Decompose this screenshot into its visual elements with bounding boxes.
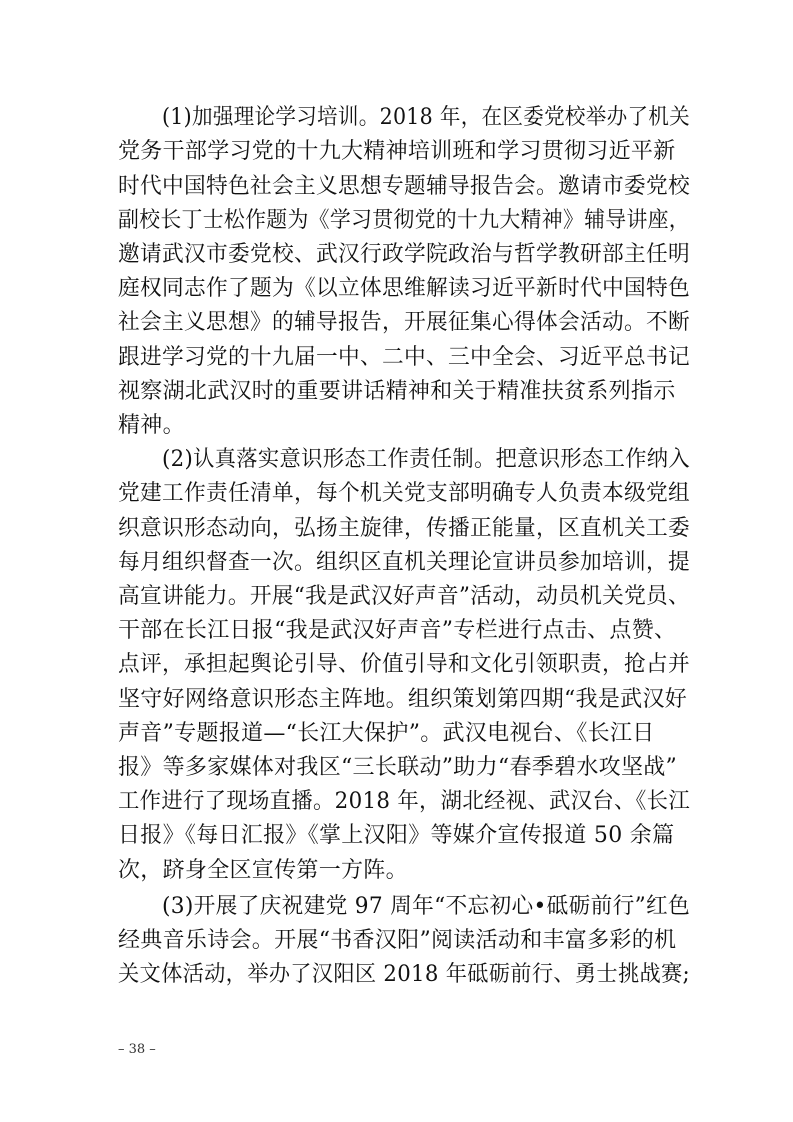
text-line: 声音”专题报道—“长江大保护”。武汉电视台、《长江日 — [118, 721, 655, 746]
page-number: – 38 – — [118, 1042, 156, 1057]
text-line: 点评，承担起舆论引导、价值引导和文化引领职责，抢占并 — [118, 652, 690, 677]
text-line: 党建工作责任清单，每个机关党支部明确专人负责本级党组 — [118, 481, 690, 506]
text-line: 精神。 — [118, 413, 185, 438]
text-line: 社会主义思想》的辅导报告，开展征集心得体会活动。不断 — [118, 310, 690, 335]
text-line: 每月组织督查一次。组织区直机关理论宣讲员参加培训，提 — [118, 550, 690, 575]
text-line: 时代中国特色社会主义思想专题辅导报告会。邀请市委党校 — [118, 174, 690, 199]
text-line: 织意识形态动向，弘扬主旋律，传播正能量，区直机关工委 — [118, 516, 690, 541]
text-line: (2)认真落实意识形态工作责任制。把意识形态工作纳入 — [162, 447, 690, 472]
text-line: 日报》《每日汇报》《掌上汉阳》等媒介宣传报道 50 余篇 — [118, 823, 675, 848]
text-line: 工作进行了现场直播。2018 年，湖北经视、武汉台、《长江 — [118, 789, 690, 814]
text-line: 跟进学习党的十九届一中、二中、三中全会、习近平总书记 — [118, 345, 690, 370]
text-line: 关文体活动，举办了汉阳区 2018 年砥砺前行、勇士挑战赛; — [118, 962, 690, 987]
text-line: 报》等多家媒体对我区“三长联动”助力“春季碧水攻坚战” — [118, 755, 678, 780]
text-line: 庭权同志作了题为《以立体思维解读习近平新时代中国特色 — [118, 276, 690, 301]
text-line: 高宣讲能力。开展“我是武汉好声音”活动，动员机关党员、 — [118, 584, 690, 609]
text-line: (3)开展了庆祝建党 97 周年“不忘初心•砥砺前行”红色 — [162, 894, 690, 919]
text-line: 经典音乐诗会。开展“书香汉阳”阅读活动和丰富多彩的机 — [118, 928, 677, 953]
text-line: 干部在长江日报“我是武汉好声音”专栏进行点击、点赞、 — [118, 618, 677, 643]
text-line: 党务干部学习党的十九大精神培训班和学习贯彻习近平新 — [118, 139, 676, 164]
text-line: 邀请武汉市委党校、武汉行政学院政治与哲学教研部主任明 — [118, 242, 690, 267]
text-line: 次，跻身全区宣传第一方阵。 — [118, 858, 408, 883]
text-line: 副校长丁士松作题为《学习贯彻党的十九大精神》辅导讲座， — [118, 208, 690, 233]
text-line: 视察湖北武汉时的重要讲话精神和关于精准扶贫系列指示 — [118, 379, 676, 404]
text-line: (1)加强理论学习培训。2018 年，在区委党校举办了机关 — [162, 105, 690, 130]
text-line: 坚守好网络意识形态主阵地。组织策划第四期“我是武汉好 — [118, 687, 688, 712]
